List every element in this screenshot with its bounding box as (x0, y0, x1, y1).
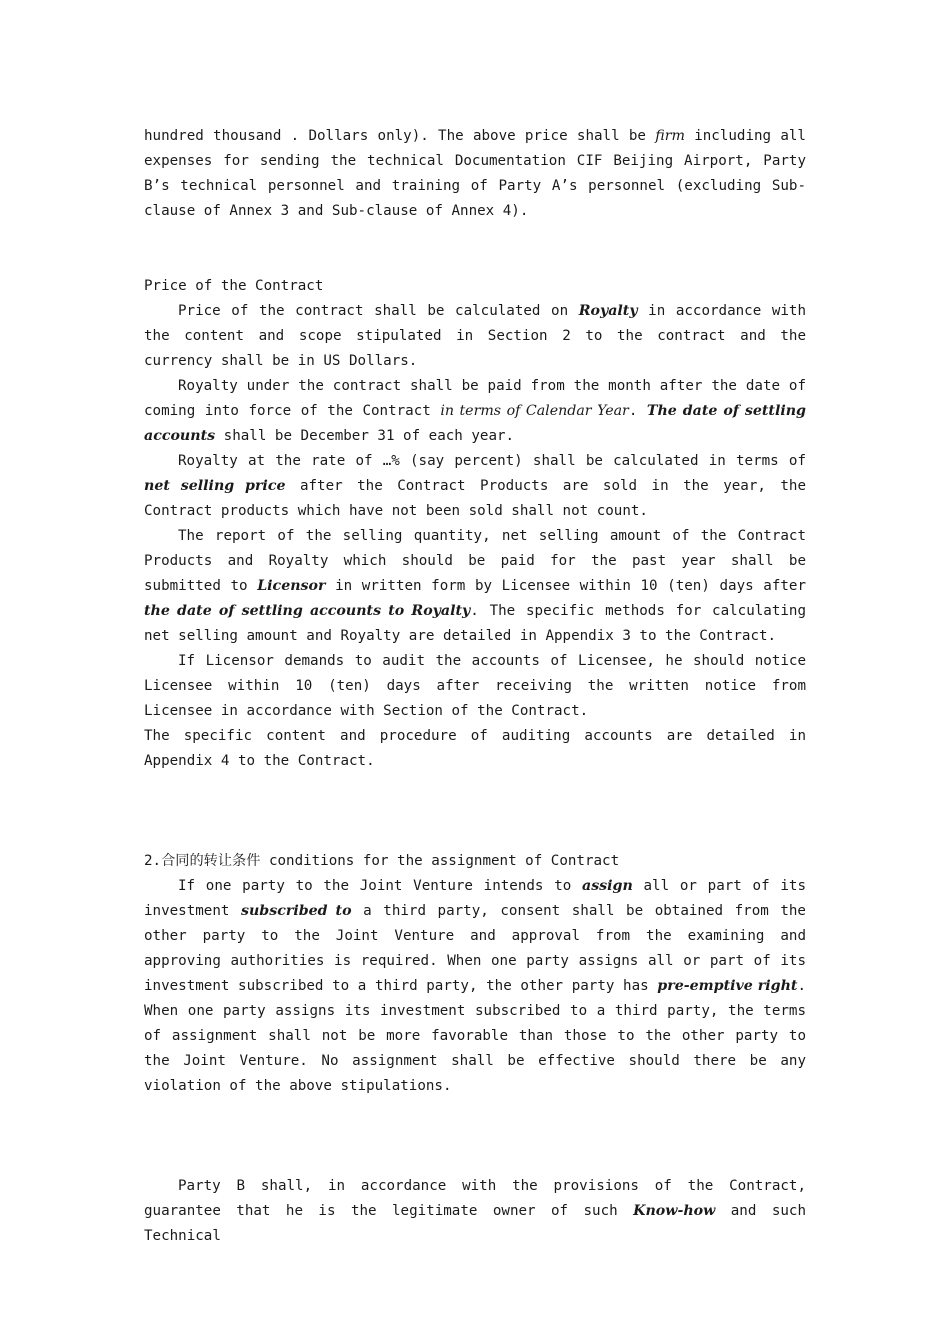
paragraph-price-firm (144, 124, 806, 224)
text: . The specific methods for calculating net selling amount and Royalty are detailed in Appendix 3 to the Contract. (144, 603, 806, 644)
paragraph-price-royalty (144, 299, 806, 374)
text: Royalty under the contract shall be paid from the month after the date of coming into force of the Contract (144, 378, 806, 419)
text: Price of the contract shall be calculated on (178, 303, 579, 319)
emphasis-firm: firm (655, 128, 685, 144)
term-subscribed-to: subscribed to (241, 903, 352, 919)
paragraph-guarantee (144, 1174, 806, 1249)
text: and such Technical (144, 1203, 806, 1244)
heading-assignment-conditions: 2.合同的转让条件 conditions for the assignment of Contract (144, 853, 620, 869)
paragraph-report (144, 524, 806, 649)
text: . When one party assigns its investment subscribed to a third party, the terms of assignment shall not be more favorable than those to the other party to the Joint Venture. No assignment shall be effective should there be any violation of the above stipulations. (144, 978, 806, 1094)
text: If one party to the Joint Venture intends to (178, 878, 582, 894)
term-know-how: Know-how (633, 1203, 716, 1219)
paragraph-assignment (144, 874, 806, 1099)
text: after the Contract Products are sold in the year, the Contract products which have not been sold shall not count. (144, 478, 806, 519)
term-licensor: Licensor (257, 578, 326, 594)
emphasis-calendar-year: in terms of Calendar Year (440, 403, 629, 419)
text: Party B shall, in accordance with the provisions of the Contract, guarantee that he is the legitimate owner of such (144, 1178, 806, 1219)
text: Royalty at the rate of …% (say percent) shall be calculated in terms of (178, 453, 806, 469)
paragraph-royalty-payment (144, 374, 806, 449)
term-settling-accounts-royalty: the date of settling accounts to Royalty (144, 603, 471, 619)
heading-price-of-contract: Price of the Contract (144, 278, 324, 294)
term-assign: assign (582, 878, 633, 894)
text: in accordance with the content and scope stipulated in Section 2 to the contract and the currency shall be in US Dollars. (144, 303, 807, 369)
paragraph-audit: If Licensor demands to audit the accounts of Licensee, he should notice Licensee within 10 (ten) days after receiving the written notice from Licensee in accordance with Section of the Contract. (144, 653, 806, 719)
paragraph-audit-detail: The specific content and procedure of auditing accounts are detailed in Appendix 4 to the Contract. (144, 728, 806, 769)
text: all or part of its investment (144, 878, 806, 919)
text: in written form by Licensee within 10 (ten) days after (325, 578, 806, 594)
paragraph-royalty-rate (144, 449, 806, 524)
document-page (144, 124, 806, 1249)
term-net-selling-price: net selling price (144, 478, 286, 494)
text: shall be December 31 of each year. (215, 428, 515, 444)
text: . (628, 403, 647, 419)
text: a third party, consent shall be obtained from the other party to the Joint Venture and approval from the examining and approving authorities is required. When one party assigns all or part of its investment subscribed to a third party, the other party has (144, 903, 806, 994)
term-pre-emptive-right: pre-emptive right (657, 978, 798, 994)
term-settling-accounts: The date of settling accounts (144, 403, 806, 444)
term-royalty: Royalty (578, 303, 638, 319)
text: including all expenses for sending the technical Documentation CIF Beijing Airport, Party B’s technical personnel and training of Party A’s personnel (excluding Sub-clause of Annex 3 and Sub-clause of Annex 4). (144, 128, 806, 219)
text: The report of the selling quantity, net selling amount of the Contract Products and Royalty which should be paid for the past year shall be submitted to (144, 528, 806, 594)
text: hundred thousand . Dollars only). The above price shall be (144, 128, 656, 144)
